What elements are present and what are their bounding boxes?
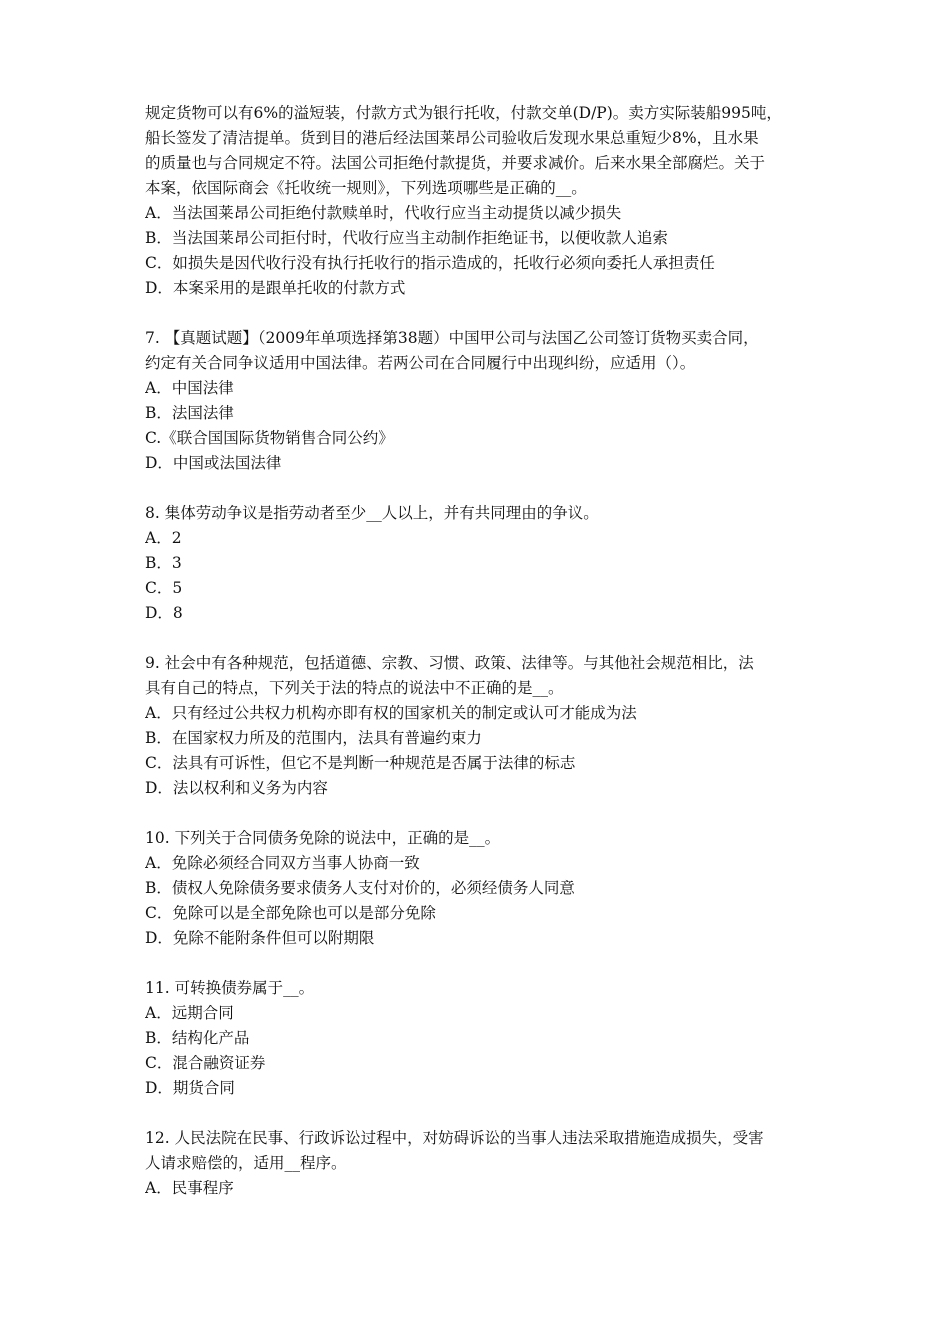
option-a: A．2 bbox=[145, 529, 182, 547]
question-stem-line: 12. 人民法院在民事、行政诉讼过程中，对妨碍诉讼的当事人违法采取措施造成损失，受害 bbox=[145, 1129, 764, 1147]
option-c: C．5 bbox=[145, 579, 183, 597]
option-b: B．债权人免除债务要求债务人支付对价的，必须经债务人同意 bbox=[145, 879, 575, 897]
question-10 bbox=[145, 826, 815, 951]
question-stem-line: 7. 【真题试题】（2009年单项选择第38题）中国甲公司与法国乙公司签订货物买卖合同， bbox=[145, 329, 759, 347]
option-a: A．远期合同 bbox=[145, 1004, 234, 1022]
question-stem-line: 人请求赔偿的，适用__程序。 bbox=[145, 1154, 347, 1172]
option-c: C．如损失是因代收行没有执行托收行的指示造成的，托收行必须向委托人承担责任 bbox=[145, 254, 715, 272]
option-d: D．本案采用的是跟单托收的付款方式 bbox=[145, 279, 406, 297]
option-c: C．免除可以是全部免除也可以是部分免除 bbox=[145, 904, 436, 922]
option-d: D．法以权利和义务为内容 bbox=[145, 779, 328, 797]
question-stem-line: 约定有关合同争议适用中国法律。若两公司在合同履行中出现纠纷，应适用（）。 bbox=[145, 354, 696, 372]
option-d: D．免除不能附条件但可以附期限 bbox=[145, 929, 375, 947]
option-b: B．当法国莱昂公司拒付时，代收行应当主动制作拒绝证书，以便收款人追索 bbox=[145, 229, 668, 247]
question-stem-line: 8. 集体劳动争议是指劳动者至少__人以上，并有共同理由的争议。 bbox=[145, 504, 599, 522]
question-8 bbox=[145, 501, 815, 626]
question-stem-line: 9. 社会中有各种规范，包括道德、宗教、习惯、政策、法律等。与其他社会规范相比，法 bbox=[145, 654, 754, 672]
question-stem-line: 11. 可转换债券属于__。 bbox=[145, 979, 315, 997]
option-c: C．混合融资证券 bbox=[145, 1054, 266, 1072]
option-b: B．在国家权力所及的范围内，法具有普遍约束力 bbox=[145, 729, 482, 747]
question-9 bbox=[145, 651, 815, 801]
option-c: C.《联合国国际货物销售合同公约》 bbox=[145, 429, 394, 447]
document-page bbox=[145, 101, 815, 1201]
option-d: D．期货合同 bbox=[145, 1079, 235, 1097]
option-a: A．只有经过公共权力机构亦即有权的国家机关的制定或认可才能成为法 bbox=[145, 704, 637, 722]
question-stem-line: 具有自己的特点，下列关于法的特点的说法中不正确的是__。 bbox=[145, 679, 564, 697]
option-a: A．中国法律 bbox=[145, 379, 234, 397]
question-7 bbox=[145, 326, 815, 476]
question-stem-line: 本案，依国际商会《托收统一规则》，下列选项哪些是正确的__。 bbox=[145, 179, 587, 197]
option-b: B．法国法律 bbox=[145, 404, 234, 422]
option-a: A．民事程序 bbox=[145, 1179, 234, 1197]
option-b: B．3 bbox=[145, 554, 182, 572]
option-d: D．8 bbox=[145, 604, 183, 622]
question-stem-line: 船长签发了清洁提单。货到目的港后经法国莱昂公司验收后发现水果总重短少8%，且水果 bbox=[145, 129, 759, 147]
option-b: B．结构化产品 bbox=[145, 1029, 250, 1047]
option-a: A．当法国莱昂公司拒绝付款赎单时，代收行应当主动提货以减少损失 bbox=[145, 204, 622, 222]
question-11 bbox=[145, 976, 815, 1101]
question-6-continued bbox=[145, 101, 815, 301]
option-c: C．法具有可诉性，但它不是判断一种规范是否属于法律的标志 bbox=[145, 754, 576, 772]
option-a: A．免除必须经合同双方当事人协商一致 bbox=[145, 854, 420, 872]
question-stem-line: 10. 下列关于合同债务免除的说法中，正确的是__。 bbox=[145, 829, 501, 847]
option-d: D．中国或法国法律 bbox=[145, 454, 282, 472]
question-stem-line: 的质量也与合同规定不符。法国公司拒绝付款提货，并要求减价。后来水果全部腐烂。关于 bbox=[145, 154, 766, 172]
question-12 bbox=[145, 1126, 815, 1201]
question-stem-line: 规定货物可以有6%的溢短装，付款方式为银行托收，付款交单(D/P)。卖方实际装船995吨， bbox=[145, 104, 782, 122]
